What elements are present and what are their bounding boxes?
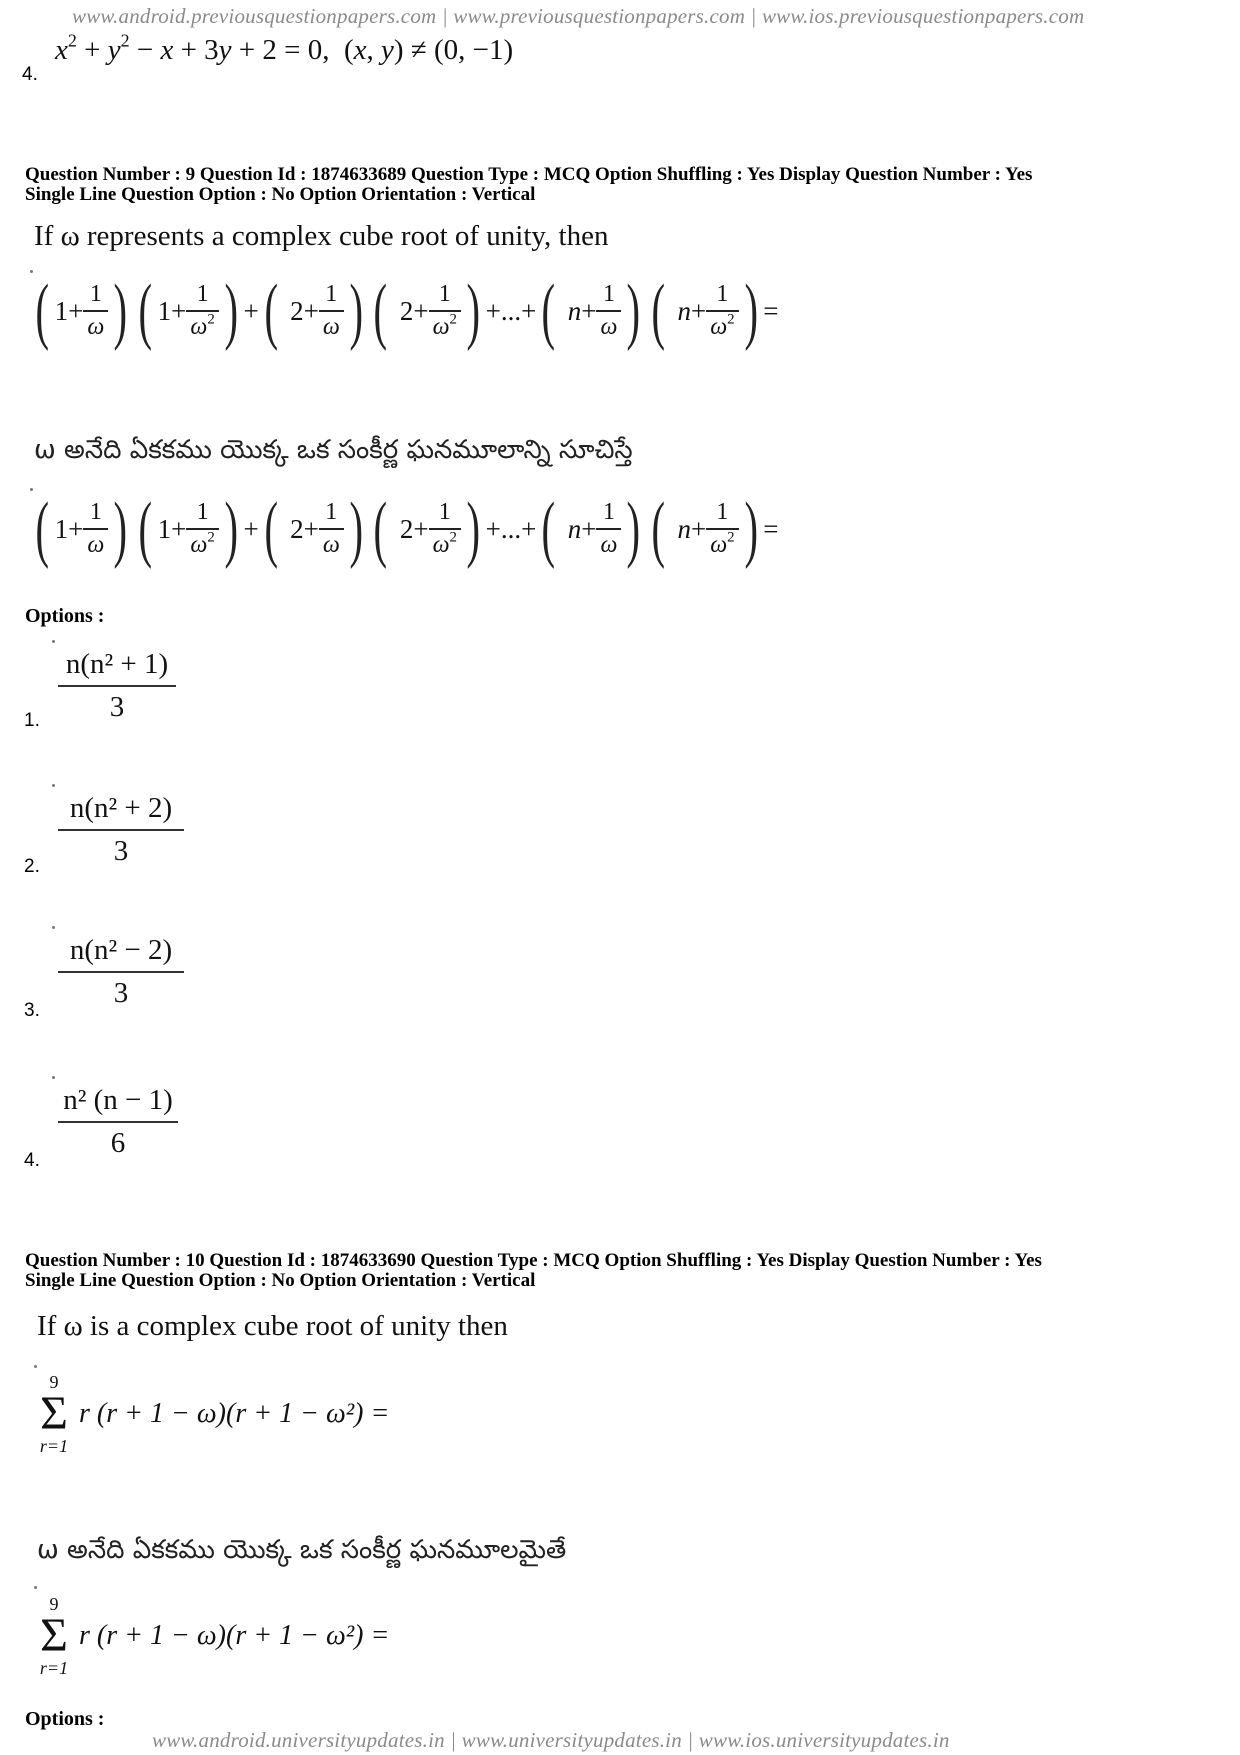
q9-option-3-number: 3.	[24, 1000, 40, 1021]
q9-option-4-denominator: 6	[58, 1121, 178, 1160]
q9-option-2-number: 2.	[24, 856, 40, 877]
q10-question-text-te: ω అనేది ఏకకము యొక్క ఒక సంకీర్ణ ఘనమూలమైతే	[37, 1535, 567, 1565]
q9-option-1-denominator: 3	[58, 685, 176, 724]
q10-meta-line2: Single Line Question Option : No Option Orientation : Vertical	[25, 1270, 536, 1291]
q9-question-text-te: ω అనేది ఏకకము యొక్క ఒక సంకీర్ణ ఘనమూలాన్ని సూచిస్తే	[34, 435, 633, 465]
q9-expression-en: ( 1+ $\frac{1}{\omega}$ ) ( 1+ $\frac{1}{\omega^2}$ ) + ( 2+ $\frac{1}{\omega}$ ) ( 2+ $\frac{1}{\omega^2}$ ) +...+ ( n + $\frac{1}{\omega}$ ) ( n + $\frac{1}{\omega^2}$ ) =	[35, 270, 779, 352]
prev-option-number: 4.	[22, 64, 38, 85]
prev-option-equation: $x^2 + y^2 - x + 3y + 2 = 0$, (x, y) ≠ (0, −1)	[55, 30, 514, 66]
q9-option-1-number: 1.	[24, 710, 40, 731]
q10-question-text-en: If ω is a complex cube root of unity then	[37, 1310, 508, 1342]
q10-sigma-body-te: r (r + 1 − ω)(r + 1 − ω²) =	[79, 1620, 390, 1651]
q9-option-2-numerator: n(n² + 2)	[69, 792, 173, 824]
q9-option-3[interactable]	[58, 934, 184, 1010]
watermark-top: www.android.previousquestionpapers.com | www.previousquestionpapers.com | www.ios.previousquestionpapers.com	[72, 4, 1085, 28]
q9-option-3-numerator: n(n² − 2)	[69, 934, 173, 966]
q9-option-4[interactable]	[58, 1084, 178, 1160]
q9-expression-te: ( 1+ $\frac{1}{\omega}$ ) ( 1+ $\frac{1}{\omega^2}$ ) + ( 2+ $\frac{1}{\omega}$ ) ( 2+ $\frac{1}{\omega^2}$ ) +...+ ( n + $\frac{1}{\omega}$ ) ( n + $\frac{1}{\omega^2}$ ) =	[35, 488, 779, 570]
q9-option-2[interactable]	[58, 792, 184, 868]
q10-options-label: Options :	[25, 1708, 105, 1730]
q10-expression-en	[36, 1372, 389, 1456]
q9-question-text-en: If ω represents a complex cube root of unity, then	[34, 220, 609, 252]
q10-sigma-body-en: r (r + 1 − ω)(r + 1 − ω²) =	[79, 1398, 390, 1429]
q9-option-1[interactable]	[58, 648, 176, 724]
q9-meta-line1: Question Number : 9 Question Id : 1874633689 Question Type : MCQ Option Shuffling : Yes Display Question Number : Yes	[25, 164, 1033, 185]
q10-expression-te	[36, 1594, 389, 1678]
sigma-symbol: 9 Σ r=1	[39, 1594, 69, 1678]
q9-option-1-numerator: n(n² + 1)	[65, 648, 169, 680]
q9-option-2-denominator: 3	[58, 829, 184, 868]
watermark-bottom: www.android.universityupdates.in | www.universityupdates.in | www.ios.universityupdates.in	[152, 1728, 950, 1752]
q9-options-label: Options :	[25, 605, 105, 627]
sigma-symbol: 9 Σ r=1	[39, 1372, 69, 1456]
q9-meta-line2: Single Line Question Option : No Option Orientation : Vertical	[25, 184, 536, 205]
q9-option-4-numerator: n² (n − 1)	[63, 1084, 173, 1116]
q9-option-3-denominator: 3	[58, 971, 184, 1010]
q10-meta-line1: Question Number : 10 Question Id : 1874633690 Question Type : MCQ Option Shuffling : Yes Display Question Number : Yes	[25, 1250, 1042, 1271]
q9-option-4-number: 4.	[24, 1150, 40, 1171]
